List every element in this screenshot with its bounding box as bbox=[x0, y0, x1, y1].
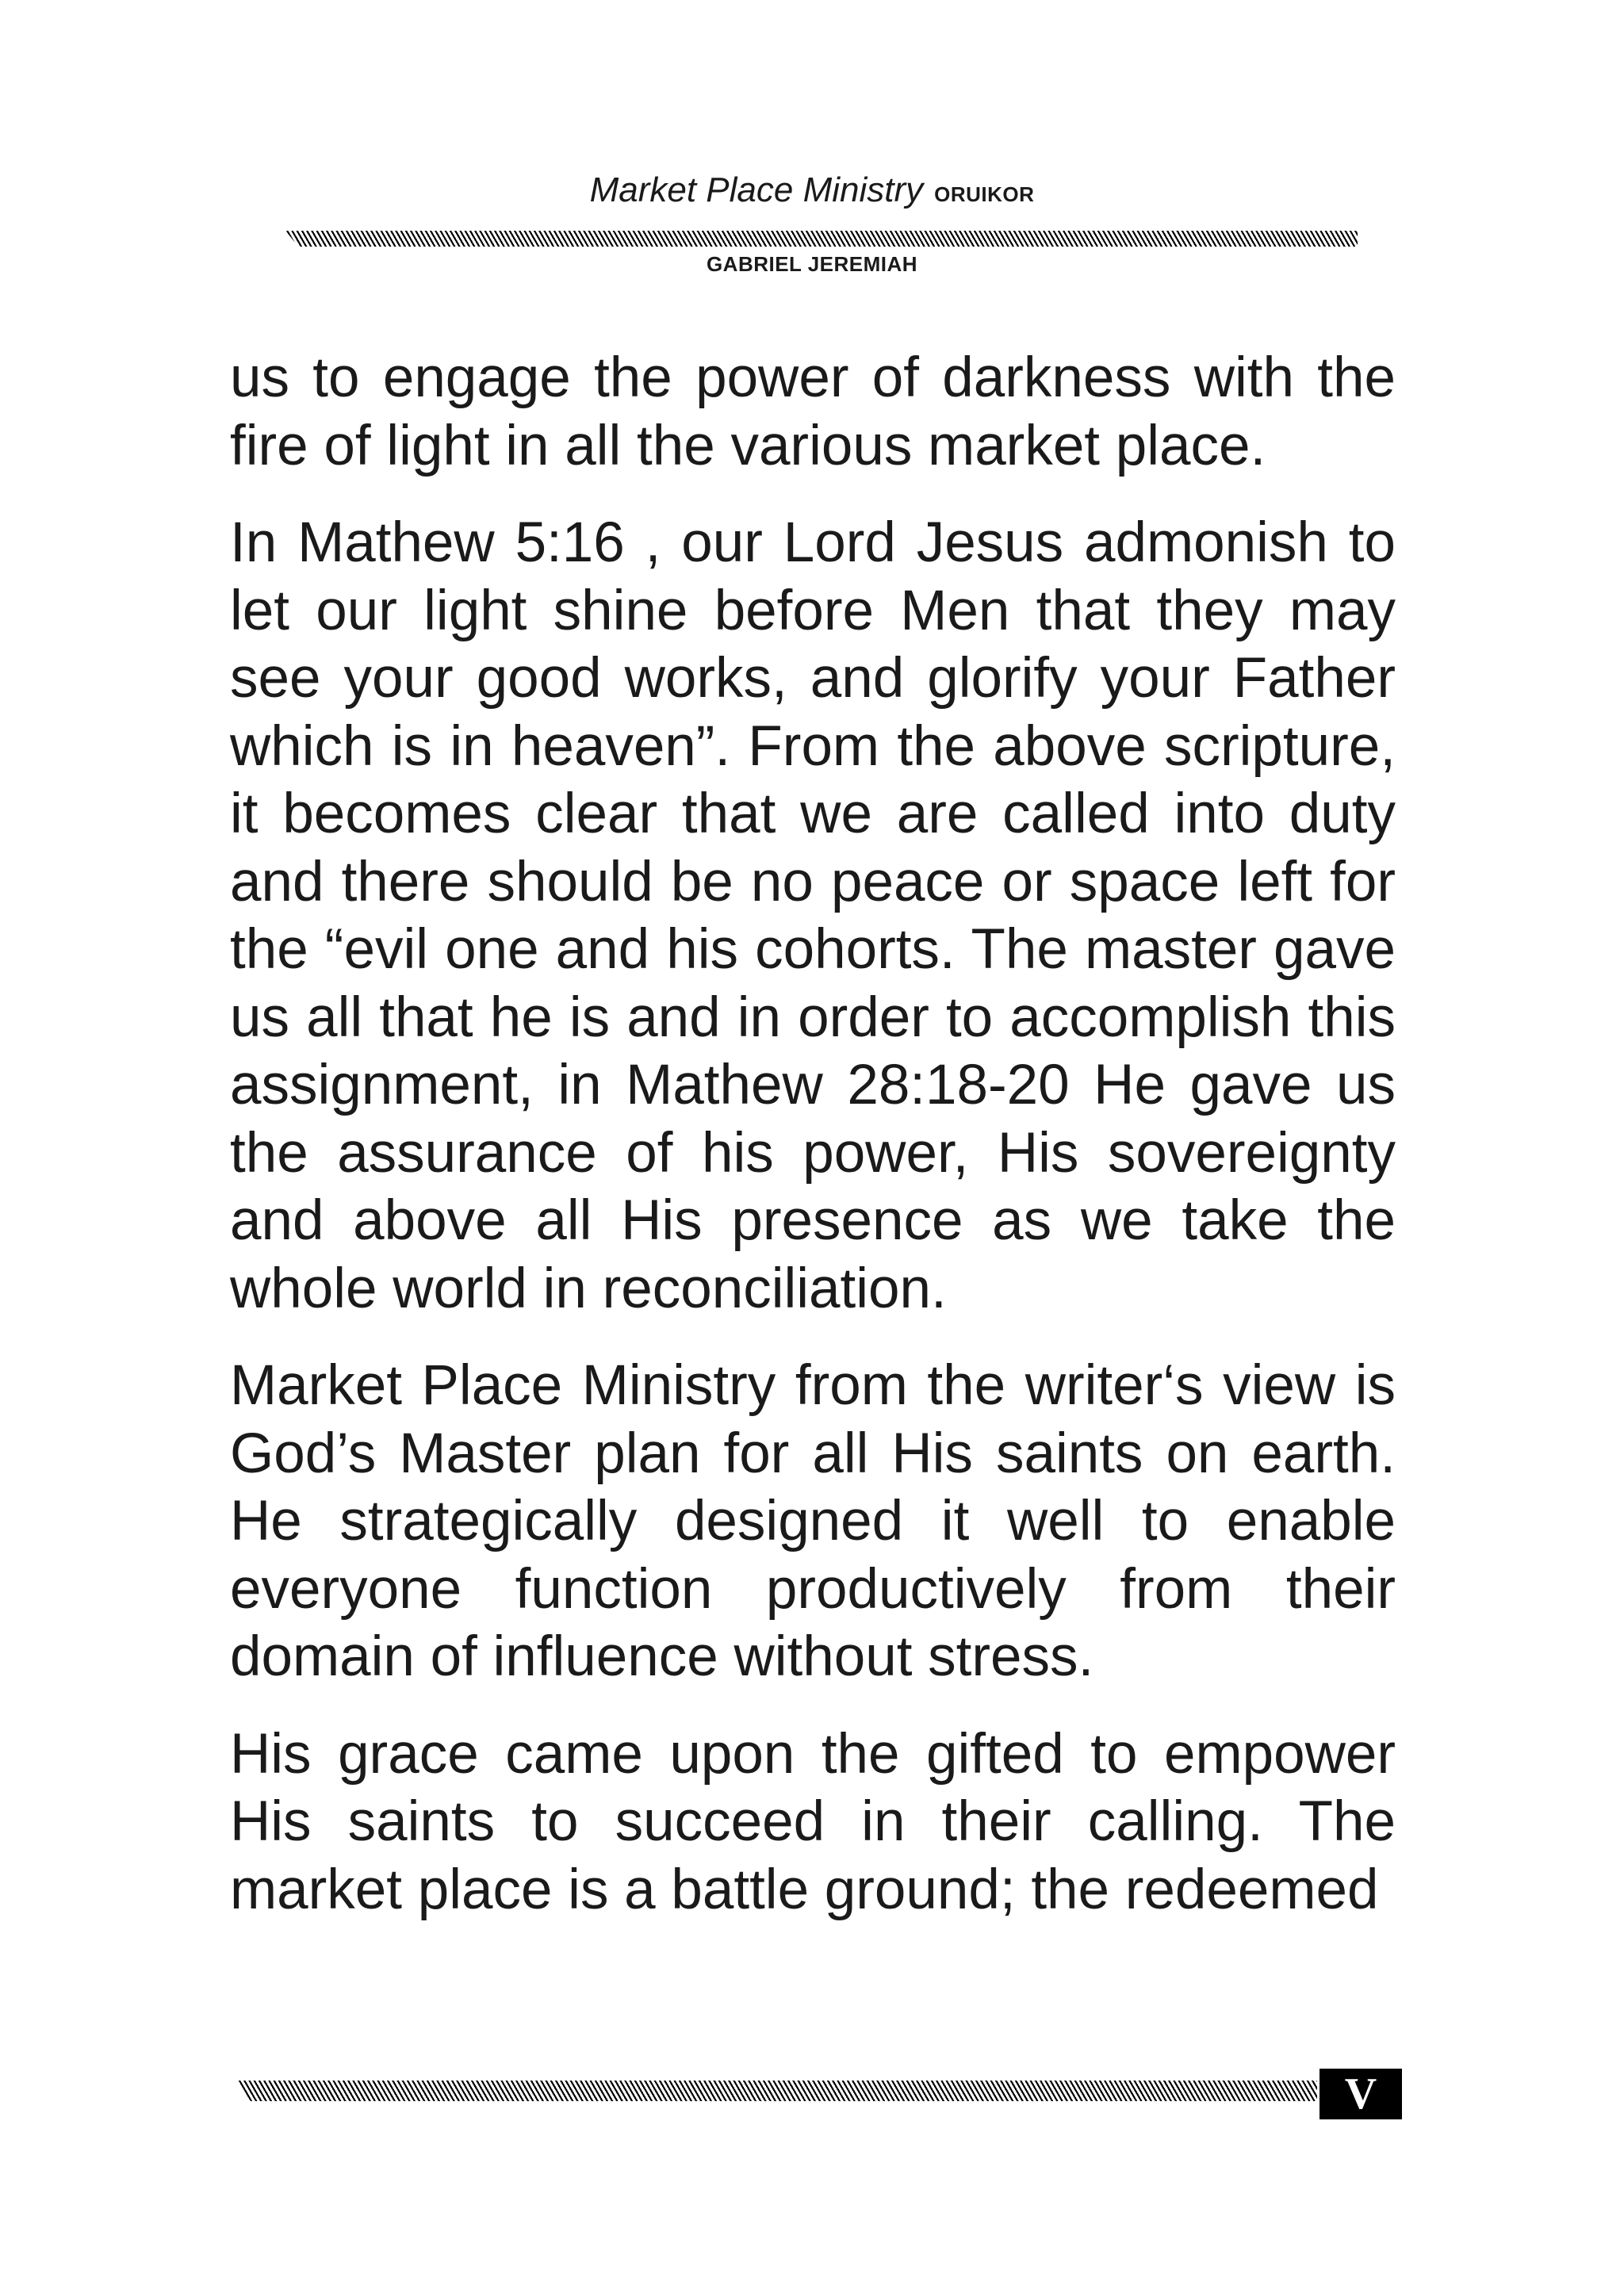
page-number: V bbox=[1320, 2069, 1402, 2119]
book-title: Market Place Ministry bbox=[589, 170, 924, 209]
paragraph-3: Market Place Ministry from the writer‘s view is God’s Master plan for all His saints on earth. He strategically designed it well to enable everyone function productively from their domain of influence without stress. bbox=[230, 1354, 1396, 1688]
footer-hatched-rule bbox=[236, 2081, 1317, 2101]
author-first-name: ORUIKOR bbox=[934, 182, 1035, 206]
paragraph-1: us to engage the power of darkness with the fire of light in all the various market place. bbox=[230, 346, 1396, 477]
header-hatched-rule bbox=[285, 231, 1358, 247]
author-name: GABRIEL JEREMIAH bbox=[706, 252, 918, 276]
paragraph-4: His grace came upon the gifted to empower His saints to succeed in their calling. The market place is a battle ground; the redeemed bbox=[230, 1722, 1396, 1921]
running-header bbox=[0, 168, 1624, 216]
page-body bbox=[230, 344, 1396, 1953]
paragraph-2: In Mathew 5:16 , our Lord Jesus admonish to let our light shine before Men that they may see your good works, and glorify your Father which is in heaven”. From the above scripture, it becomes clear that we are called into duty and there should be no peace or space left for the “evil one and his cohorts. The master gave us all that he is and in order to accomplish this assignment, in Mathew 28:18-20 He gave us the assurance of his power, His sovereignty and above all His presence as we take the whole world in reconciliation. bbox=[230, 511, 1396, 1320]
